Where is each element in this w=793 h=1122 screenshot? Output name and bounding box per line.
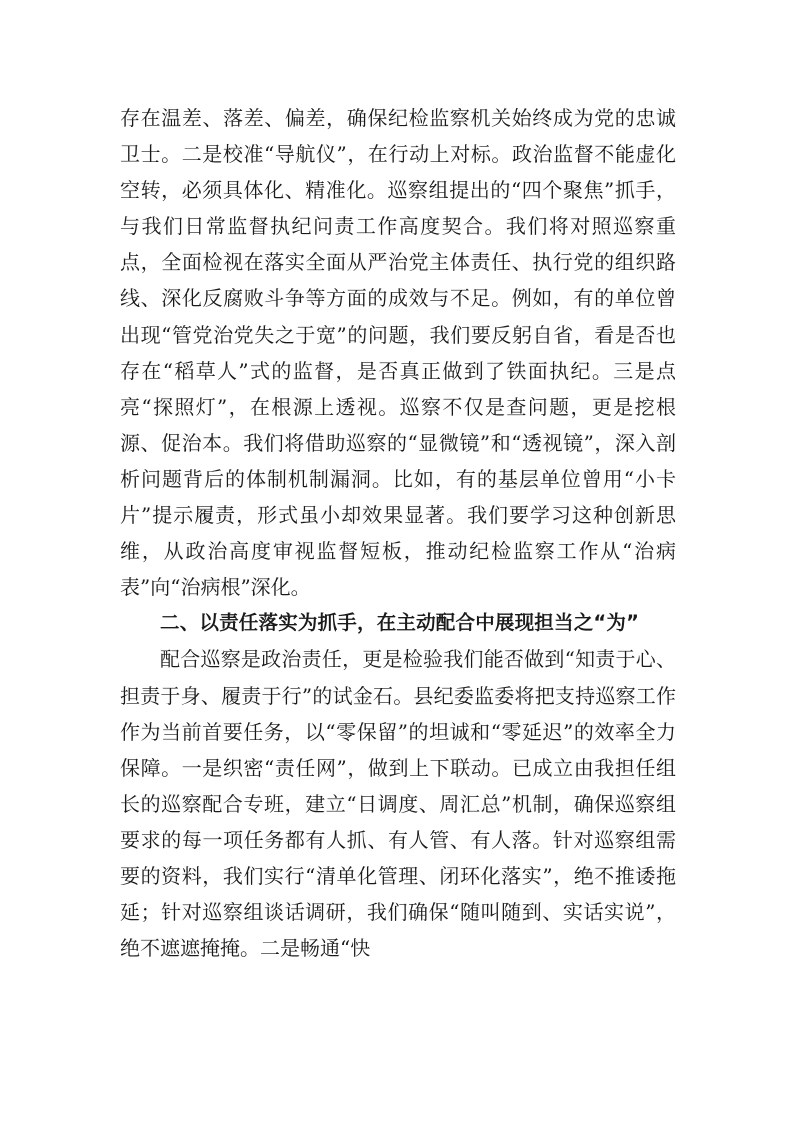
body-paragraph-continued: 存在温差、落差、偏差，确保纪检监察机关始终成为党的忠诚卫士。二是校准“导航仪”，在行动上对标。政治监督不能虚化空转，必须具体化、精准化。巡察组提出的“四个聚焦”抓手，与我们日常监督执纪问责工作高度契合。我们将对照巡察重点，全面检视在落实全面从严治党主体责任、执行党的组织路线、深化反腐败斗争等方面的成效与不足。例如，有的单位曾出现“管党治党失之于宽”的问题，我们要反躬自省，看是否也存在“稻草人”式的监督，是否真正做到了铁面执纪。三是点亮“探照灯”，在根源上透视。巡察不仅是查问题，更是挖根源、促治本。我们将借助巡察的“显微镜”和“透视镜”，深入剖析问题背后的体制机制漏洞。比如，有的基层单位曾用“小卡片”提示履责，形式虽小却效果显著。我们要学习这种创新思维，从政治高度审视监督短板，推动纪检监察工作从“治病表”向“治病根”深化。 — [120, 106, 676, 600]
document-body — [120, 100, 676, 966]
section-heading: 二、以责任落实为抓手，在主动配合中展现担当之“为” — [160, 611, 640, 635]
body-paragraph: 配合巡察是政治责任，更是检验我们能否做到“知责于心、担责于身、履责于行”的试金石。县纪委监委将把支持巡察工作作为当前首要任务，以“零保留”的坦诚和“零延迟”的效率全力保障。一是织密“责任网”，做到上下联动。已成立由我担任组长的巡察配合专班，建立“日调度、周汇总”机制，确保巡察组要求的每一项任务都有人抓、有人管、有人落。针对巡察组需要的资料，我们实行“清单化管理、闭环化落实”，绝不推诿拖延；针对巡察组谈话调研，我们确保“随叫随到、实话实说”，绝不遮遮掩掩。二是畅通“快 — [120, 647, 676, 961]
